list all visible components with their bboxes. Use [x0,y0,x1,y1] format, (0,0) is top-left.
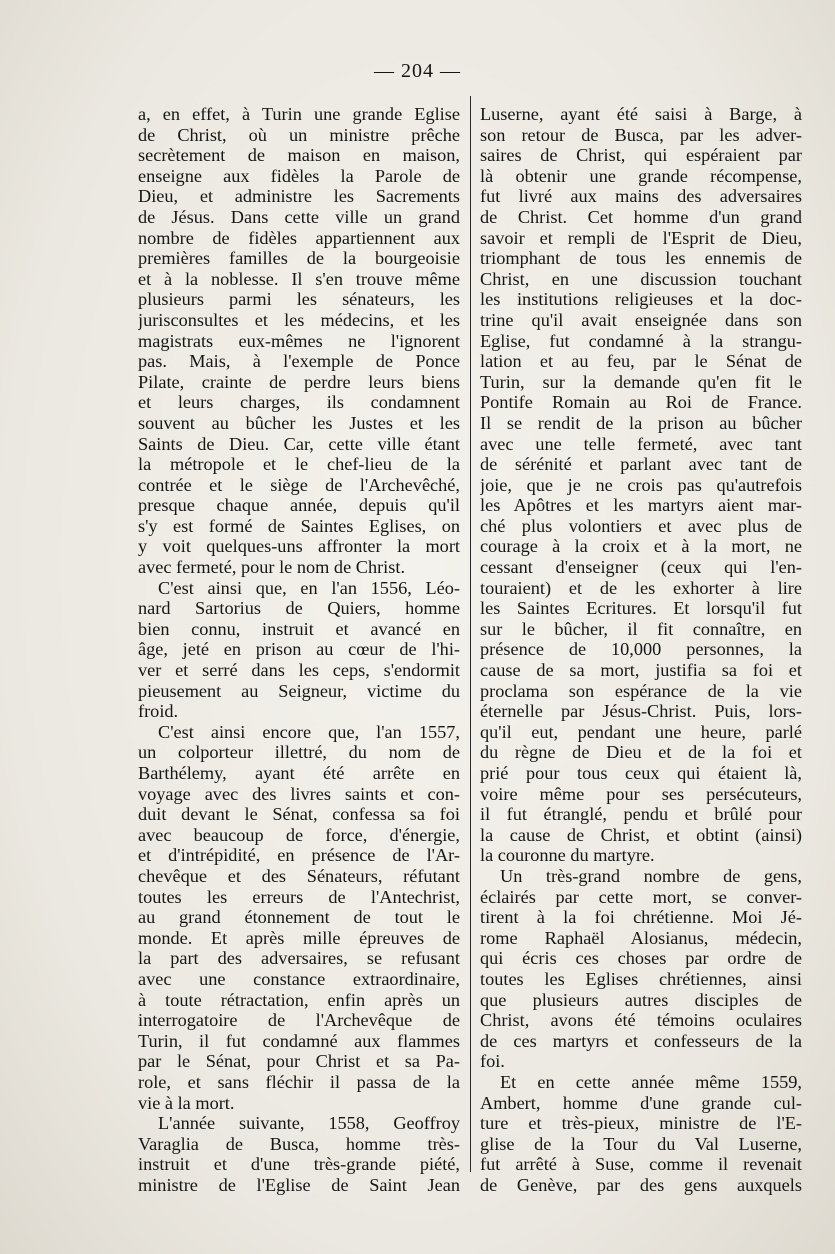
text-line: de sérénité et parlant avec tant de [480,454,802,475]
text-line: la part des adversaires, se refusant [138,948,460,969]
left-text-column [138,104,460,1195]
text-line: magistrats eux-mêmes ne l'ignorent [138,330,460,351]
text-line: du règne de Dieu et de la foi et [480,742,802,763]
text-line: au grand étonnement de tout le [138,907,460,928]
text-line: là obtenir une grande récompense, [480,165,802,186]
text-line: souvent au bûcher les Justes et les [138,412,460,433]
text-line: prié pour tous ceux qui étaient là, [480,763,802,783]
text-line: avec une telle fermeté, avec tant [480,433,802,454]
text-line: avec beaucoup de force, d'énergie, [138,824,460,845]
text-line: plusieurs parmi les sénateurs, les [138,289,460,310]
text-line: ver et serré dans les ceps, s'endormit [138,660,460,681]
text-line: son retour de Busca, par les adver- [480,124,802,145]
text-line: de Christ. Cet homme d'un grand [480,206,802,227]
text-line: Christ, avons été témoins oculaires [480,1010,802,1031]
text-line: L'année suivante, 1558, Geoffroy [158,1113,460,1134]
text-line: avec une constance extraordinaire, [138,968,460,989]
text-line: y voit quelques-uns affronter la mort [138,536,460,557]
text-line: C'est ainsi encore que, l'an 1557, [158,721,460,742]
text-line: voire même pour ses persécuteurs, [480,783,802,804]
text-line: Barthélemy, ayant été arrête en [138,763,460,783]
text-line: cause de sa mort, justifia sa foi et [480,660,802,681]
text-line: savoir et rempli de l'Esprit de Dieu, [480,227,802,248]
text-line: la couronne du martyre. [480,845,655,866]
text-line: saires de Christ, qui espéraient par [480,145,802,166]
text-line: ministre de l'Eglise de Saint Jean [138,1174,460,1195]
text-line: de Christ, où un ministre prêche [138,124,460,145]
text-line: de Jésus. Dans cette ville un grand [138,206,460,227]
text-line: instruit et d'une très-grande piété, [138,1154,460,1175]
text-line: joie, que je ne crois pas qu'autrefois [480,474,802,495]
text-line: ture et très-pieux, ministre de l'E- [480,1113,802,1134]
text-line: Turin, il fut condamné aux flammes [138,1030,460,1051]
text-line: les Saintes Ecritures. Et lorsqu'il fut [480,598,802,619]
text-line: touraient) et de les exhorter à lire [480,577,802,598]
text-line: et leurs charges, ils condamnent [138,392,460,413]
right-text-column [480,104,802,1195]
column-divider [470,96,471,1172]
text-line: role, et sans fléchir il passa de la [138,1071,460,1092]
text-line: présence de 10,000 personnes, la [480,639,802,660]
text-line: Et en cette année même 1559, [500,1071,802,1092]
text-line: les institutions religieuses et la doc- [480,289,802,310]
text-line: fut livré aux mains des adversaires [480,186,802,207]
text-line: par le Sénat, pour Christ et sa Pa- [138,1051,460,1072]
text-line: jurisconsultes et les médecins, et les [138,309,460,330]
text-line: toutes les erreurs de l'Antechrist, [138,886,460,907]
text-line: Pilate, crainte de perdre leurs biens [138,371,460,392]
text-line: monde. Et après mille épreuves de [138,927,460,948]
text-line: toutes les Eglises chrétiennes, ainsi [480,968,802,989]
text-line: cessant d'enseigner (ceux qui l'en- [480,557,802,578]
text-line: à toute rétractation, enfin après un [138,989,460,1010]
text-line: qui écris ces choses par ordre de [480,948,802,969]
text-line: chevêque et des Sénateurs, réfutant [138,865,460,886]
text-line: âge, jeté en prison au cœur de l'hi- [138,639,460,660]
text-line: voyage avec des livres saints et con- [138,783,460,804]
text-line: vie à la mort. [138,1092,235,1113]
text-line: la métropole et le chef-lieu de la [138,454,460,475]
text-line: Varaglia de Busca, homme très- [138,1133,460,1154]
page-number: — 204 — [374,60,461,82]
text-line: sur le bûcher, il fit connaître, en [480,618,802,639]
text-line: froid. [138,701,179,722]
text-line: trine qu'il avait enseignée dans son [480,309,802,330]
text-line: éternelle par Jésus-Christ. Puis, lors- [480,701,802,722]
text-line: bien connu, instruit et avancé en [138,618,460,639]
text-line: tirent à la foi chrétienne. Moi Jé- [480,907,802,928]
text-line: courage à la croix et à la mort, ne [480,536,802,557]
text-line: Dieu, et administre les Sacrements [138,186,460,207]
text-line: de Genève, par des gens auxquels [480,1174,802,1195]
text-line: glise de la Tour du Val Luserne, [480,1133,802,1154]
text-line: rome Raphaël Alosianus, médecin, [480,927,802,948]
text-line: de ces martyrs et confesseurs de la [480,1030,802,1051]
text-line: Un très-grand nombre de gens, [500,865,802,886]
text-line: fut arrêté à Suse, comme il revenait [480,1154,802,1175]
text-line: C'est ainsi que, en l'an 1556, Léo- [158,577,460,598]
text-line: nard Sartorius de Quiers, homme [138,598,460,619]
text-line: les Apôtres et les martyrs aient mar- [480,495,802,516]
text-line: un colporteur illettré, du nom de [138,742,460,763]
text-line: contrée et le siège de l'Archevêché, [138,474,460,495]
text-line: et à la noblesse. Il s'en trouve même [138,268,460,289]
text-line: Turin, sur la demande qu'en fit le [480,371,802,392]
text-line: ché plus volontiers et avec plus de [480,515,802,536]
text-line: lation et au feu, par le Sénat de [480,351,802,372]
text-line: Eglise, fut condamné à la strangu- [480,330,802,351]
text-line: nombre de fidèles appartiennent aux [138,227,460,248]
text-line: Ambert, homme d'une grande cul- [480,1092,802,1113]
text-line: la cause de Christ, et obtint (ainsi) [480,824,802,845]
text-line: éclairés par cette mort, se conver- [480,886,802,907]
text-line: presque chaque année, depuis qu'il [138,495,460,516]
text-line: pieusement au Seigneur, victime du [138,680,460,701]
text-line: avec fermeté, pour le nom de Christ. [138,557,406,578]
text-line: Christ, en une discussion touchant [480,268,802,289]
text-line: il fut étranglé, pendu et brûlé pour [480,804,802,825]
text-line: que plusieurs autres disciples de [480,989,802,1010]
text-line: Pontife Romain au Roi de France. [480,392,802,413]
text-line: Il se rendit de la prison au bûcher [480,412,802,433]
text-line: s'y est formé de Saintes Eglises, on [138,515,460,536]
text-line: interrogatoire de l'Archevêque de [138,1010,460,1031]
text-line: pas. Mais, à l'exemple de Ponce [138,351,460,372]
text-line: secrètement de maison en maison, [138,145,460,166]
text-line: premières familles de la bourgeoisie [138,248,460,269]
text-line: a, en effet, à Turin une grande Eglise [138,104,460,124]
text-line: proclama son espérance de la vie [480,680,802,701]
text-line: qu'il eut, pendant une heure, parlé [480,721,802,742]
text-line: foi. [480,1051,505,1072]
text-line: duit devant le Sénat, confessa sa foi [138,804,460,825]
text-line: Saints de Dieu. Car, cette ville étant [138,433,460,454]
text-line: triomphant de tous les ennemis de [480,248,802,269]
text-line: et d'intrépidité, en présence de l'Ar- [138,845,460,866]
text-line: Luserne, ayant été saisi à Barge, à [480,104,802,124]
text-line: enseigne aux fidèles la Parole de [138,165,460,186]
